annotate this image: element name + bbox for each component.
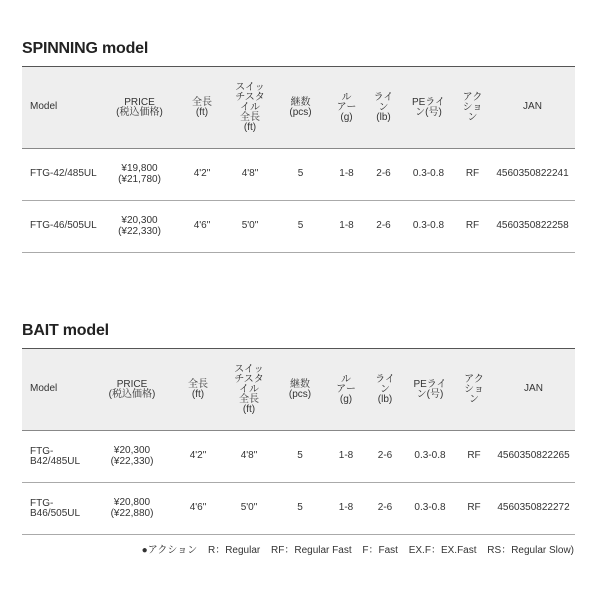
header-length: 全長 (ft) xyxy=(172,349,224,431)
model-cell: FTG- B46/505UL xyxy=(22,483,92,535)
header-switch-length: スイッ チスタ イル 全長 (ft) xyxy=(224,349,274,431)
table-row xyxy=(22,149,575,201)
line-cell: 2-6 xyxy=(366,483,404,535)
line-cell: 2-6 xyxy=(365,149,402,201)
action-legend-footnote xyxy=(142,541,574,556)
length-cell: 4'2" xyxy=(172,431,224,483)
model-cell: FTG-46/505UL xyxy=(22,201,102,253)
jan-cell: 4560350822241 xyxy=(490,149,575,201)
legend-item: RF：Regular Fast xyxy=(271,545,352,556)
header-model: Model xyxy=(22,67,102,149)
model-cell: FTG-42/485UL xyxy=(22,149,102,201)
header-pieces: 継数 (pcs) xyxy=(273,67,328,149)
header-pieces: 継数 (pcs) xyxy=(274,349,326,431)
jan-cell: 4560350822258 xyxy=(490,201,575,253)
length-cell: 4'6" xyxy=(172,483,224,535)
length-cell: 4'2" xyxy=(177,149,227,201)
price-cell: ¥20,300 (¥22,330) xyxy=(102,201,177,253)
lure-cell: 1-8 xyxy=(326,431,366,483)
jan-cell: 4560350822265 xyxy=(492,431,575,483)
header-line: ライ ン (lb) xyxy=(365,67,402,149)
line-cell: 2-6 xyxy=(365,201,402,253)
header-switch-length: スイッ チスタ イル 全長 (ft) xyxy=(227,67,273,149)
action-cell: RF xyxy=(456,431,492,483)
action-cell: RF xyxy=(455,201,490,253)
pe-cell: 0.3-0.8 xyxy=(404,483,456,535)
table-row xyxy=(22,483,575,535)
lure-cell: 1-8 xyxy=(328,201,365,253)
length-cell: 4'6" xyxy=(177,201,227,253)
header-action: アク ショ ン xyxy=(456,349,492,431)
spinning-section-title: SPINNING model xyxy=(22,40,149,57)
pe-cell: 0.3-0.8 xyxy=(402,149,455,201)
pieces-cell: 5 xyxy=(273,149,328,201)
table-row xyxy=(22,201,575,253)
header-price: PRICE (税込価格) xyxy=(102,67,177,149)
action-cell: RF xyxy=(455,149,490,201)
header-action: アク ショ ン xyxy=(455,67,490,149)
jan-cell: 4560350822272 xyxy=(492,483,575,535)
price-cell: ¥19,800 (¥21,780) xyxy=(102,149,177,201)
pieces-cell: 5 xyxy=(273,201,328,253)
switch-length-cell: 4'8" xyxy=(224,431,274,483)
header-pe-line: PEライ ン(号) xyxy=(404,349,456,431)
header-jan: JAN xyxy=(492,349,575,431)
price-cell: ¥20,800 (¥22,880) xyxy=(92,483,172,535)
lure-cell: 1-8 xyxy=(328,149,365,201)
pe-cell: 0.3-0.8 xyxy=(404,431,456,483)
header-lure: ル アー (g) xyxy=(326,349,366,431)
header-pe-line: PEライ ン(号) xyxy=(402,67,455,149)
action-cell: RF xyxy=(456,483,492,535)
header-jan: JAN xyxy=(490,67,575,149)
legend-item: RS：Regular Slow) xyxy=(487,545,574,556)
header-price: PRICE (税込価格) xyxy=(92,349,172,431)
bait-section-title: BAIT model xyxy=(22,322,109,339)
spinning-spec-table xyxy=(22,66,575,253)
legend-item: EX.F：EX.Fast xyxy=(408,545,477,556)
header-model: Model xyxy=(22,349,92,431)
pe-cell: 0.3-0.8 xyxy=(402,201,455,253)
switch-length-cell: 5'0" xyxy=(227,201,273,253)
switch-length-cell: 4'8" xyxy=(227,149,273,201)
price-cell: ¥20,300 (¥22,330) xyxy=(92,431,172,483)
header-line: ライ ン (lb) xyxy=(366,349,404,431)
pieces-cell: 5 xyxy=(274,431,326,483)
bait-spec-table xyxy=(22,348,575,535)
table-header-row xyxy=(22,67,575,149)
header-length: 全長 (ft) xyxy=(177,67,227,149)
table-row xyxy=(22,431,575,483)
lure-cell: 1-8 xyxy=(326,483,366,535)
header-lure: ル アー (g) xyxy=(328,67,365,149)
line-cell: 2-6 xyxy=(366,431,404,483)
pieces-cell: 5 xyxy=(274,483,326,535)
legend-item: F：Fast xyxy=(362,545,398,556)
legend-label: ●アクション xyxy=(141,545,198,556)
table-header-row xyxy=(22,349,575,431)
switch-length-cell: 5'0" xyxy=(224,483,274,535)
model-cell: FTG- B42/485UL xyxy=(22,431,92,483)
legend-item: R：Regular xyxy=(207,545,261,556)
